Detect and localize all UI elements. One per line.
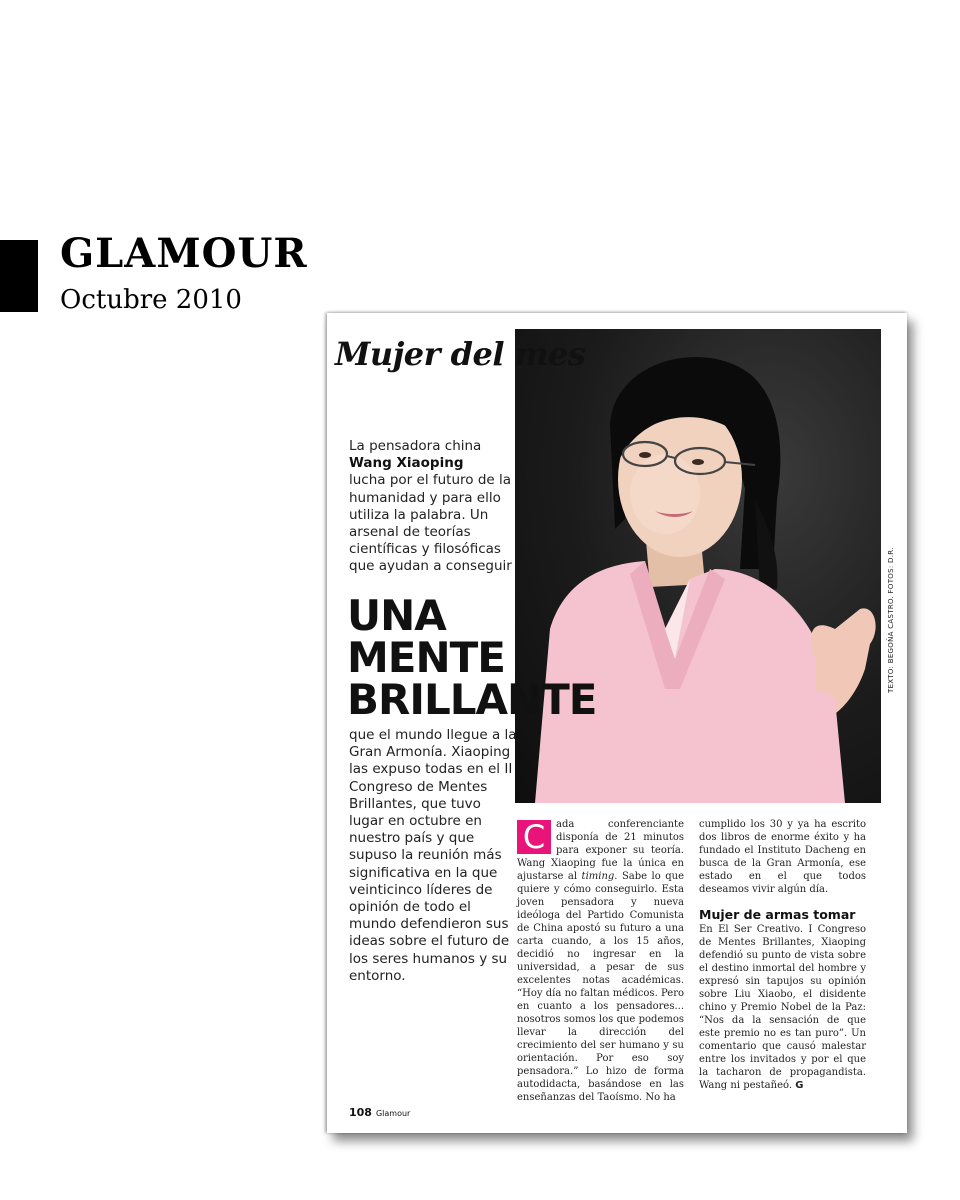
headline-line-3: BRILLANTE: [347, 675, 597, 724]
section-title: Mujer del mes: [335, 335, 586, 373]
deck-post: lucha por el futuro de la humanidad y para ello utiliza la palabra. Un arsenal de teorías científicas y filosóficas que ayudan a conseguir: [349, 472, 512, 575]
issue-date: Octubre 2010: [60, 285, 242, 315]
photo-credit: TEXTO: BEGOÑA CASTRO. FOTOS: D.R.: [887, 547, 895, 693]
deck-pre: La pensadora china: [349, 438, 482, 454]
deck-continuation: que el mundo llegue a la Gran Armonía. Xiaoping las expuso todas en el II Congreso de Mentes Brillantes, que tuvo lugar en octubre en nuestro país y que supuso la reunión más significativa en la que veinticinco líderes de opinión de todo el mundo defendieron sus ideas sobre el futuro de los seres humanos y su entorno.: [349, 727, 517, 984]
col2-text-b: En El Ser Creativo. I Congreso de Mentes Brillantes, Xiaoping defendió su punto de vista sobre el destino inmortal del hombre y expresó sin tapujos su opinión sobre Liu Xiaobo, el disidente chino y Premio Nobel de la Paz: “Nos da la sensación de que este premio no es tan puro”. Un comentario que causó malestar entre los invitados y por el que la tacharon de propagandista. Wang ni pestañeó.: [699, 924, 866, 1091]
col1-emphasis: timing: [581, 871, 615, 882]
body-column-1: [517, 818, 684, 1104]
page-footer: [349, 1106, 410, 1119]
deck-name: Wang Xiaoping: [349, 455, 464, 472]
headline-line-1: UNA: [347, 591, 446, 640]
end-mark-icon: G: [795, 1080, 804, 1091]
headline-line-2: MENTE: [347, 633, 505, 682]
brand-bar: [0, 240, 38, 312]
col2-text-a: cumplido los 30 y ya ha escrito dos libros de enorme éxito y ha fundado el Instituto Dacheng en busca de la Gran Armonía, ese estado en el que todos deseamos vivir algún día.: [699, 819, 866, 895]
brand-title: GLAMOUR: [60, 230, 308, 277]
footer-magazine-name: Glamour: [375, 1109, 411, 1118]
magazine-page: [327, 313, 907, 1133]
col1-text-a: ada conferenciante disponía de 21 minutos para exponer su teoría. Wang Xiaoping fue la única en ajustarse al: [517, 819, 684, 882]
portrait-illustration: [515, 329, 881, 803]
drop-cap: C: [517, 820, 551, 854]
body-column-2: [699, 818, 866, 1092]
headline: [347, 591, 597, 724]
portrait-photo: [515, 329, 881, 803]
subheading: Mujer de armas tomar: [699, 907, 856, 922]
col1-text-b: . Sabe lo que quiere y cómo conseguirlo. Esta joven pensadora y nueva ideóloga del Partido Comunista de China apostó su futuro a una carta cuando, a los 15 años, decidió no ingresar en la universidad, a pesar de sus excelentes notas académicas. “Hoy día no faltan médicos. Pero en cuanto a los pensadores... nosotros somos los que podemos llevar la dirección del crecimiento del ser humano y su orientación. Por eso soy pensadora.” Lo hizo de forma autodidacta, basándose en las enseñanzas del Taoísmo. No ha: [517, 871, 684, 1103]
intro-deck: [349, 438, 514, 576]
page-number: 108: [349, 1106, 372, 1119]
